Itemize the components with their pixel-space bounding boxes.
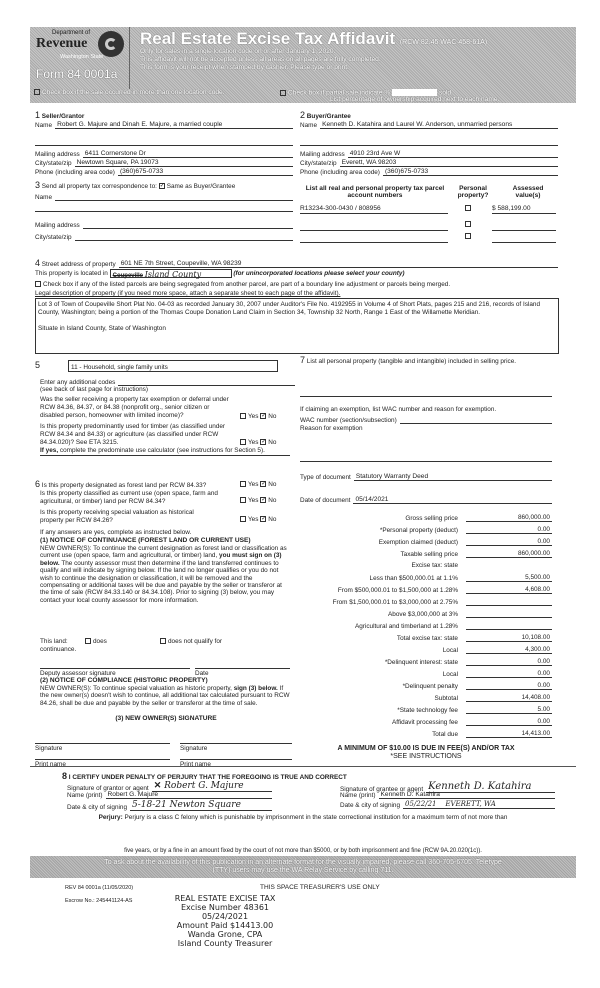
amount-label: Affidavit processing fee [392, 719, 458, 726]
amount-field[interactable]: 0.00 [466, 682, 552, 690]
amount-label: From $500,000.01 to $1,500,000 at 1.28% [337, 587, 458, 594]
land-use-code-select[interactable]: 11 - Household, single family units [68, 360, 278, 372]
logo-revenue: Revenue [36, 36, 88, 51]
sec6-q3: Is this property receiving special valuation as historical property per RCW 84.26? [40, 509, 194, 524]
amount-row [300, 562, 552, 569]
amount-label: Taxable selling price [400, 551, 458, 558]
amount-row [300, 538, 552, 546]
sec3-city-field[interactable] [75, 233, 293, 241]
amount-label: Exemption claimed (deduct) [378, 539, 458, 546]
amount-field[interactable]: 14,413.00 [466, 730, 552, 738]
header-line: This affidavit will not be accepted unless all areas on all pages are fully completed. [140, 56, 381, 63]
amount-field[interactable] [466, 610, 552, 618]
perjury-note: Perjury: Perjury is a class C felony which is punishable by imprisonment in the state correctional institution for a maximum term of not more than [98, 814, 508, 821]
label: WAC number (section/subsection) [300, 417, 397, 424]
label: Type of document [300, 474, 351, 481]
amount-field[interactable] [466, 598, 552, 606]
continuance-label: continuance. [40, 646, 77, 653]
amount-label: Subtotal [434, 695, 458, 702]
sec5-q1: Was the seller receiving a property tax exemption or deferral under RCW 84.36, 84.37, or 84.38 (nonprofit org., senior citizen or disabled person, homeowner with limited income)? [40, 396, 229, 419]
parcel-number-field[interactable]: R13234-300-0430 / 808956 [300, 205, 448, 214]
form-number: Form 84 0001a [36, 67, 118, 81]
label: Date & city of signing [67, 804, 128, 811]
legal-description-field[interactable]: Lot 3 of Town of Coupeville Short Plat No. 04-03 as recorded January 30, 2007 under Auditor's File No. 4192955 in Volume 4 of Short Plats, pages 215 and 216, records of Island County, Washington; being a portion of the Thomas Coupe Donation Land Claim in Section 34, Township 32 North, Range 1 East of the Willamette Meridian. Situate in Island County, State of Washington [35, 298, 559, 354]
sec4-num: 4 [35, 258, 41, 268]
sec5-ifyes: If yes, complete the predominate use calculator (see instructions for Section 5). [40, 447, 290, 456]
parcel-number-field[interactable] [300, 222, 448, 231]
amount-row [300, 622, 552, 630]
assessed-value-field[interactable] [492, 222, 556, 231]
grantor-date-city-field[interactable]: 5-18-21 Newton Square [130, 800, 272, 811]
buyer-mail-field[interactable]: 4910 23rd Ave W [348, 150, 558, 158]
partial-percent-input[interactable] [392, 89, 437, 96]
amount-label: Total due [432, 731, 458, 738]
parcel-header: List all real and personal property tax parcel account numbers [305, 185, 445, 199]
assessed-value-field[interactable] [492, 234, 556, 243]
buyer-name-field[interactable]: Kenneth D. Katahira and Laurel W. Anderson, unmarried persons [320, 121, 558, 129]
amount-field[interactable]: 0.00 [466, 670, 552, 678]
header-line: Only for sales in a single location code on or after January 1, 2020. [140, 48, 336, 55]
amount-label: Total excise tax: state [396, 635, 458, 642]
location-select[interactable]: Coupeville Island County [110, 269, 232, 278]
header-line: This form is your receipt when stamped by cashier. Please type or print. [140, 64, 349, 71]
label: Name [35, 122, 53, 129]
amount-row [300, 610, 552, 618]
amount-field[interactable]: 10,108.00 [466, 634, 552, 642]
segregate-checkbox[interactable]: Check box if any of the listed parcels are being segregated from another parcel, are part of a boundary line adjustment or parcels being merged. [35, 281, 450, 288]
personal-property-checkbox[interactable] [465, 233, 471, 239]
amount-label: Less than $500,000.01 at 1.1% [369, 575, 458, 582]
grantee-name-field[interactable]: Kenneth D. Katahira [379, 791, 555, 799]
sec3-name-line2[interactable] [35, 204, 293, 212]
amount-row [300, 730, 552, 738]
amount-label: Local [442, 647, 458, 654]
grantee-signature[interactable]: Kenneth D. Katahira [426, 781, 555, 793]
amount-row [300, 694, 552, 702]
logo-dept: Department of [52, 30, 91, 36]
sec6-q1-yesno[interactable]: Yes ✓ No [240, 481, 276, 488]
same-as-buyer-checkbox[interactable]: ✓ [159, 183, 165, 190]
personal-property-header: Personal property? [457, 185, 489, 199]
deputy-signature-field[interactable]: Deputy assessor signature [40, 668, 190, 677]
label: Name (print) [340, 792, 376, 799]
this-land-label: This land: [40, 638, 68, 645]
codes-note: (see back of last page for instructions) [40, 386, 148, 393]
treasurer-use-label: THIS SPACE TREASURER'S USE ONLY [260, 884, 380, 891]
amount-row [300, 574, 552, 582]
amount-row [300, 514, 552, 522]
seller-heading: 1 Seller/Grantor [35, 110, 85, 120]
amount-row [300, 646, 552, 654]
document-date-field[interactable]: 05/14/2021 [353, 496, 552, 504]
sec6-q3-yesno[interactable]: Yes ✓ No [240, 516, 276, 523]
amount-field[interactable]: 0.00 [466, 658, 552, 666]
assessed-value-field[interactable]: $ 588,199.00 [492, 205, 556, 214]
amount-label: Gross selling price [405, 515, 458, 522]
label: Name (print) [67, 792, 103, 799]
amount-field[interactable]: 860,000.00 [466, 550, 552, 558]
grantee-date-city-field[interactable]: 05/22/21 EVERETT, WA [403, 800, 555, 809]
seller-name-field[interactable]: Robert G. Majure and Dinah E. Majure, a married couple [55, 121, 293, 129]
amount-field[interactable]: 0.00 [466, 526, 552, 534]
parcel-number-field[interactable] [300, 234, 448, 243]
amount-label: Above $3,000,000 at 3% [388, 611, 458, 618]
deputy-date-field[interactable]: Date [195, 668, 290, 677]
seller-mail-field[interactable]: 6411 Cornerstone Dr [83, 150, 293, 158]
amount-row [300, 550, 552, 558]
owner-print-name-field[interactable]: Print name [180, 759, 292, 768]
property-address-field[interactable]: 601 NE 7th Street, Coupeville, WA 98239 [119, 260, 558, 268]
notice-continuance-heading: (1) NOTICE OF CONTINUANCE (FOREST LAND OR CURRENT USE) [40, 537, 251, 544]
owner-signature-field[interactable]: Signature [35, 743, 170, 752]
personal-property-list-field[interactable] [300, 395, 552, 397]
amount-row [300, 526, 552, 534]
owner-signature-field[interactable]: Signature [180, 743, 292, 752]
amount-field[interactable]: 4,300.00 [466, 646, 552, 654]
amount-label: *State technology fee [397, 707, 458, 714]
sec3-name-field[interactable] [55, 193, 293, 201]
owner-print-name-field[interactable]: Print name [35, 759, 170, 768]
label: Date of document [300, 497, 351, 504]
perjury-note-2: five years, or by a fine in an amount fixed by the court of not more than $5000, or by both imprisonment and fine (RCW 9A.20.020(1c)). [124, 848, 482, 854]
exemption-label: If claiming an exemption, list WAC number and reason for exemption. [300, 406, 497, 413]
form-revision: REV 84 0001a (11/05/2020) [65, 885, 134, 891]
reason-field[interactable] [300, 460, 552, 462]
form-header [30, 27, 576, 103]
escrow-number: Escrow No.: 245441124-AS [65, 898, 133, 904]
amount-row [300, 658, 552, 666]
amount-field[interactable]: 4,608.00 [466, 586, 552, 594]
logo-state: Washington State [60, 54, 104, 60]
label: Signature of grantee or agent [340, 786, 424, 793]
does-not-qualify-checkbox[interactable]: does not qualify for [160, 638, 222, 645]
label: City/state/zip [300, 160, 337, 167]
treasurer-stamp: REAL ESTATE EXCISE TAX Excise Number 48361 05/24/2021 Amount Paid $14413.00 Wanda Grone, CPA Island County Treasurer [174, 894, 276, 948]
label: Name [300, 122, 318, 129]
form-title: Real Estate Excise Tax Affidavit (RCW 82.45 WAC 458-61A) [140, 29, 488, 48]
label: Mailing address [300, 151, 345, 158]
buyer-name-line2[interactable] [300, 138, 558, 146]
multi-location-checkbox[interactable]: Check box if the sale occurred in more than one location code. [34, 89, 225, 96]
assessed-value-header: Assessed value(s) [512, 185, 544, 199]
reason-label: Reason for exemption [300, 425, 363, 432]
partial-sale-checkbox[interactable]: Check box if partial sale indicate % sold. [280, 89, 453, 96]
personal-property-checkbox[interactable] [465, 221, 471, 227]
wac-number-field[interactable] [400, 416, 552, 424]
sec6-q1: 6 Is this property designated as forest land per RCW 84.33? [35, 479, 207, 489]
additional-codes-field[interactable] [118, 378, 295, 386]
buyer-phone-field[interactable]: (360)675-0733 [383, 168, 558, 176]
notice-continuance-text: NEW OWNER(S): To continue the current designation as forest land or classification as current use (open space, farm and agricultural, or timber) land, you must sign on (3) below. The county assessor must then determine if the land transferred continues to qualify and will indicate by signing below. If the land no longer qualifies or you do not wish to continue the designation or classification, it will be removed and the compensating or additional taxes will be due and payable by the seller or transferor at the time of sale (RCW 84.33.140 or 84.34.108). Prior to signing (3) below, you may contact your local county assessor for more information. [40, 545, 287, 604]
amount-row [300, 706, 552, 714]
amount-row [300, 718, 552, 726]
grantor-name-field[interactable]: Robert G. Majure [106, 791, 272, 799]
new-owner-signature-heading: (3) NEW OWNER(S) SIGNATURE [115, 715, 217, 722]
label: City/state/zip [35, 234, 72, 241]
label: Date & city of signing [340, 802, 401, 809]
amount-row [300, 598, 552, 606]
certify-heading: 8 I CERTIFY UNDER PENALTY OF PERJURY THAT THE FOREGOING IS TRUE AND CORRECT [62, 771, 347, 781]
sec5-q2-yesno[interactable]: Yes ✓ No [240, 439, 276, 446]
document-type-field[interactable]: Statutory Warranty Deed [354, 473, 552, 481]
seller-phone-field[interactable]: (360)675-0733 [118, 168, 293, 176]
sec3-mail-field[interactable] [83, 221, 293, 229]
amount-label: *Personal property (deduct) [379, 527, 458, 534]
accessibility-banner: To ask about the availability of this publication in an alternate format for the visually impaired, please call 360-705-6705. Teletype (TTY) users may use the WA Relay Service by calling 711. [30, 856, 576, 878]
sec6-if-any: If any answers are yes, complete as instructed below. [40, 529, 192, 536]
amount-row [300, 634, 552, 642]
label: City/state/zip [35, 160, 72, 167]
amount-field[interactable]: 860,000.00 [466, 514, 552, 522]
buyer-city-field[interactable]: Everett, WA 98203 [340, 159, 558, 167]
amount-row [300, 682, 552, 690]
amount-row [300, 586, 552, 594]
buyer-heading: 2 Buyer/Grantee [300, 110, 351, 120]
list-percentage-note: List percentage of ownership acquired next to each name. [330, 96, 500, 103]
label: Phone (including area code) [300, 169, 380, 176]
amount-field[interactable]: 14,408.00 [466, 694, 552, 702]
sec3-heading: 3 Send all property tax correspondence to: ✓ Same as Buyer/Grantee [35, 180, 236, 190]
personal-property-checkbox[interactable] [465, 205, 471, 211]
amount-field[interactable] [466, 622, 552, 630]
label: Name [35, 194, 53, 201]
amount-label: Agricultural and timberland at 1.28% [354, 623, 458, 630]
notice-compliance-heading: (2) NOTICE OF COMPLIANCE (HISTORIC PROPERTY) [40, 677, 208, 684]
amount-label: Local [442, 671, 458, 678]
label: Phone (including area code) [35, 169, 115, 176]
does-checkbox[interactable]: does [85, 638, 107, 645]
amount-field[interactable]: 5.00 [466, 706, 552, 714]
sec7-label: 7 List all personal property (tangible and intangible) included in selling price. [300, 355, 517, 365]
minimum-due-note: A MINIMUM OF $10.00 IS DUE IN FEE(S) AND/OR TAX [337, 745, 515, 752]
grantor-signature[interactable]: ✕ Robert G. Majure [152, 781, 272, 792]
sec5-q2: Is this property predominantly used for timber (as classified under RCW 84.34 and 84.33) or agriculture (as classified under RCW 84.34.020)? See ETA 3215. [40, 423, 226, 446]
legal-desc-label: Legal description of property (if you need more space, attach a separate sheet to each page of the affidavit). [35, 290, 341, 297]
label: Mailing address [35, 151, 80, 158]
dor-logo [30, 27, 130, 89]
notice-compliance-text: NEW OWNER(S): To continue special valuation as historic property, sign (3) below. If the new owner(s) doesn't wish to continue, all additional tax calculated pursuant to RCW 84.26, shall be due and payable by the seller or transferor at the time of sale. [40, 685, 290, 707]
label: Street address of property [41, 261, 116, 268]
amount-label: *Delinquent penalty [402, 683, 458, 690]
amount-label: From $1,500,000.01 to $3,000,000 at 2.75% [332, 599, 458, 606]
sec5-num: 5 [35, 360, 41, 370]
label: Mailing address [35, 222, 80, 229]
located-in-row: This property is located in Coupeville Island County (for unincorporated locations please select your county) [35, 270, 405, 279]
sec6-q2: Is this property classified as current use (open space, farm and agricultural, or timber) land per RCW 84.34? [40, 490, 218, 505]
amount-field[interactable]: 0.00 [466, 718, 552, 726]
seller-name-line2[interactable] [35, 138, 293, 146]
amount-row [300, 670, 552, 678]
amount-label: *Delinquent interest: state [384, 659, 458, 666]
sec6-q2-yesno[interactable]: Yes ✓ No [240, 497, 276, 504]
amount-field[interactable]: 5,500.00 [466, 574, 552, 582]
seller-city-field[interactable]: Newtown Square, PA 19073 [75, 159, 293, 167]
label: Signature of grantor or agent [67, 785, 149, 792]
amount-label: Excise tax: state [411, 562, 458, 569]
amount-field[interactable]: 0.00 [466, 538, 552, 546]
label: Enter any additional codes [40, 379, 116, 386]
sec5-q1-yesno[interactable]: Yes ✓ No [240, 413, 276, 420]
see-instructions-note: *SEE INSTRUCTIONS [390, 753, 462, 760]
